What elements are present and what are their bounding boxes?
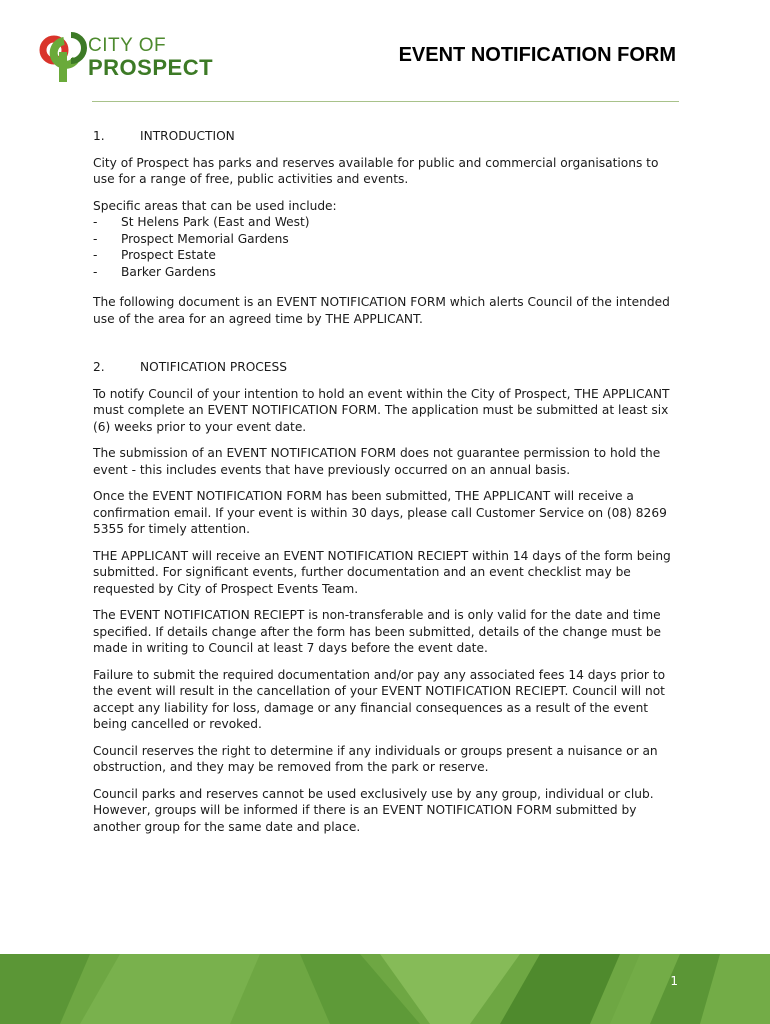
city-of-prospect-logo xyxy=(38,30,228,90)
list-dash: - xyxy=(93,215,98,229)
paragraph: Failure to submit the required documentation and/or pay any associated fees 14 days prior to the event will result in the cancellation of your EVENT NOTIFICATION RECIEPT. Council will not accept any liability for loss, damage or any financial consequences as a result of the event being cancelled or revoked. xyxy=(93,667,666,731)
list-item-text: Prospect Estate xyxy=(121,248,216,262)
list-dash: - xyxy=(93,231,98,246)
section-spacer xyxy=(93,337,683,359)
logo-mark-icon xyxy=(38,30,90,88)
paragraph: Once the EVENT NOTIFICATION FORM has been submitted, THE APPLICANT will receive a confirmation email. If your event is within 30 days, please call Customer Service on (08) 8269 5355 for timely attention. xyxy=(93,489,667,536)
list-item xyxy=(93,247,683,264)
list-item xyxy=(93,214,683,231)
section-number: 2. xyxy=(93,360,105,374)
list-item-text: Prospect Memorial Gardens xyxy=(121,231,289,246)
section-title: INTRODUCTION xyxy=(140,129,235,143)
paragraph: The EVENT NOTIFICATION RECIEPT is non-transferable and is only valid for the date and time specified. If details change after the form has been submitted, details of the change must be made in writing to Council at least 7 days before the event date. xyxy=(93,608,662,655)
section-heading-introduction xyxy=(93,128,683,145)
areas-list xyxy=(93,214,683,280)
page-number: 1 xyxy=(670,974,678,988)
footer-pattern xyxy=(0,954,770,1024)
footer-band xyxy=(0,954,770,1024)
list-dash: - xyxy=(93,248,98,262)
list-item xyxy=(93,231,683,248)
section-heading-notification-process xyxy=(93,359,683,376)
section-number: 1. xyxy=(93,129,105,143)
list-item-text: Barker Gardens xyxy=(121,264,216,279)
paragraph: Specific areas that can be used include: xyxy=(93,198,337,213)
section-title: NOTIFICATION PROCESS xyxy=(140,360,287,374)
document-body xyxy=(93,128,683,845)
logo-text-city-of: CITY OF xyxy=(88,35,167,56)
paragraph: Council reserves the right to determine if any individuals or groups present a nuisance or an obstruction, and they may be removed from the park or reserve. xyxy=(93,743,658,774)
list-item xyxy=(93,264,683,281)
paragraph: THE APPLICANT will receive an EVENT NOTIFICATION RECIEPT within 14 days of the form being submitted. For significant events, further documentation and an event checklist may be requested by City of Prospect Events Team. xyxy=(93,548,671,596)
paragraph: City of Prospect has parks and reserves available for public and commercial organisations to use for a range of free, public activities and events. xyxy=(93,155,659,186)
list-dash: - xyxy=(93,264,98,279)
logo-wordmark xyxy=(88,36,213,79)
paragraph: The submission of an EVENT NOTIFICATION FORM does not guarantee permission to hold the event - this includes events that have previously occurred on an annual basis. xyxy=(93,446,661,477)
paragraph: The following document is an EVENT NOTIFICATION FORM which alerts Council of the intended use of the area for an agreed time by THE APPLICANT. xyxy=(93,295,670,326)
document-title: EVENT NOTIFICATION FORM xyxy=(398,44,676,66)
paragraph: To notify Council of your intention to hold an event within the City of Prospect, THE APPLICANT must complete an EVENT NOTIFICATION FORM. The application must be submitted at least six (6) weeks prior to your event date. xyxy=(93,386,670,434)
logo-text-prospect: PROSPECT xyxy=(88,55,214,80)
paragraph: Council parks and reserves cannot be used exclusively use by any group, individual or club. However, groups will be informed if there is an EVENT NOTIFICATION FORM submitted by another group for the same date and place. xyxy=(93,786,654,834)
header-divider xyxy=(92,101,679,102)
list-item-text: St Helens Park (East and West) xyxy=(121,215,310,229)
